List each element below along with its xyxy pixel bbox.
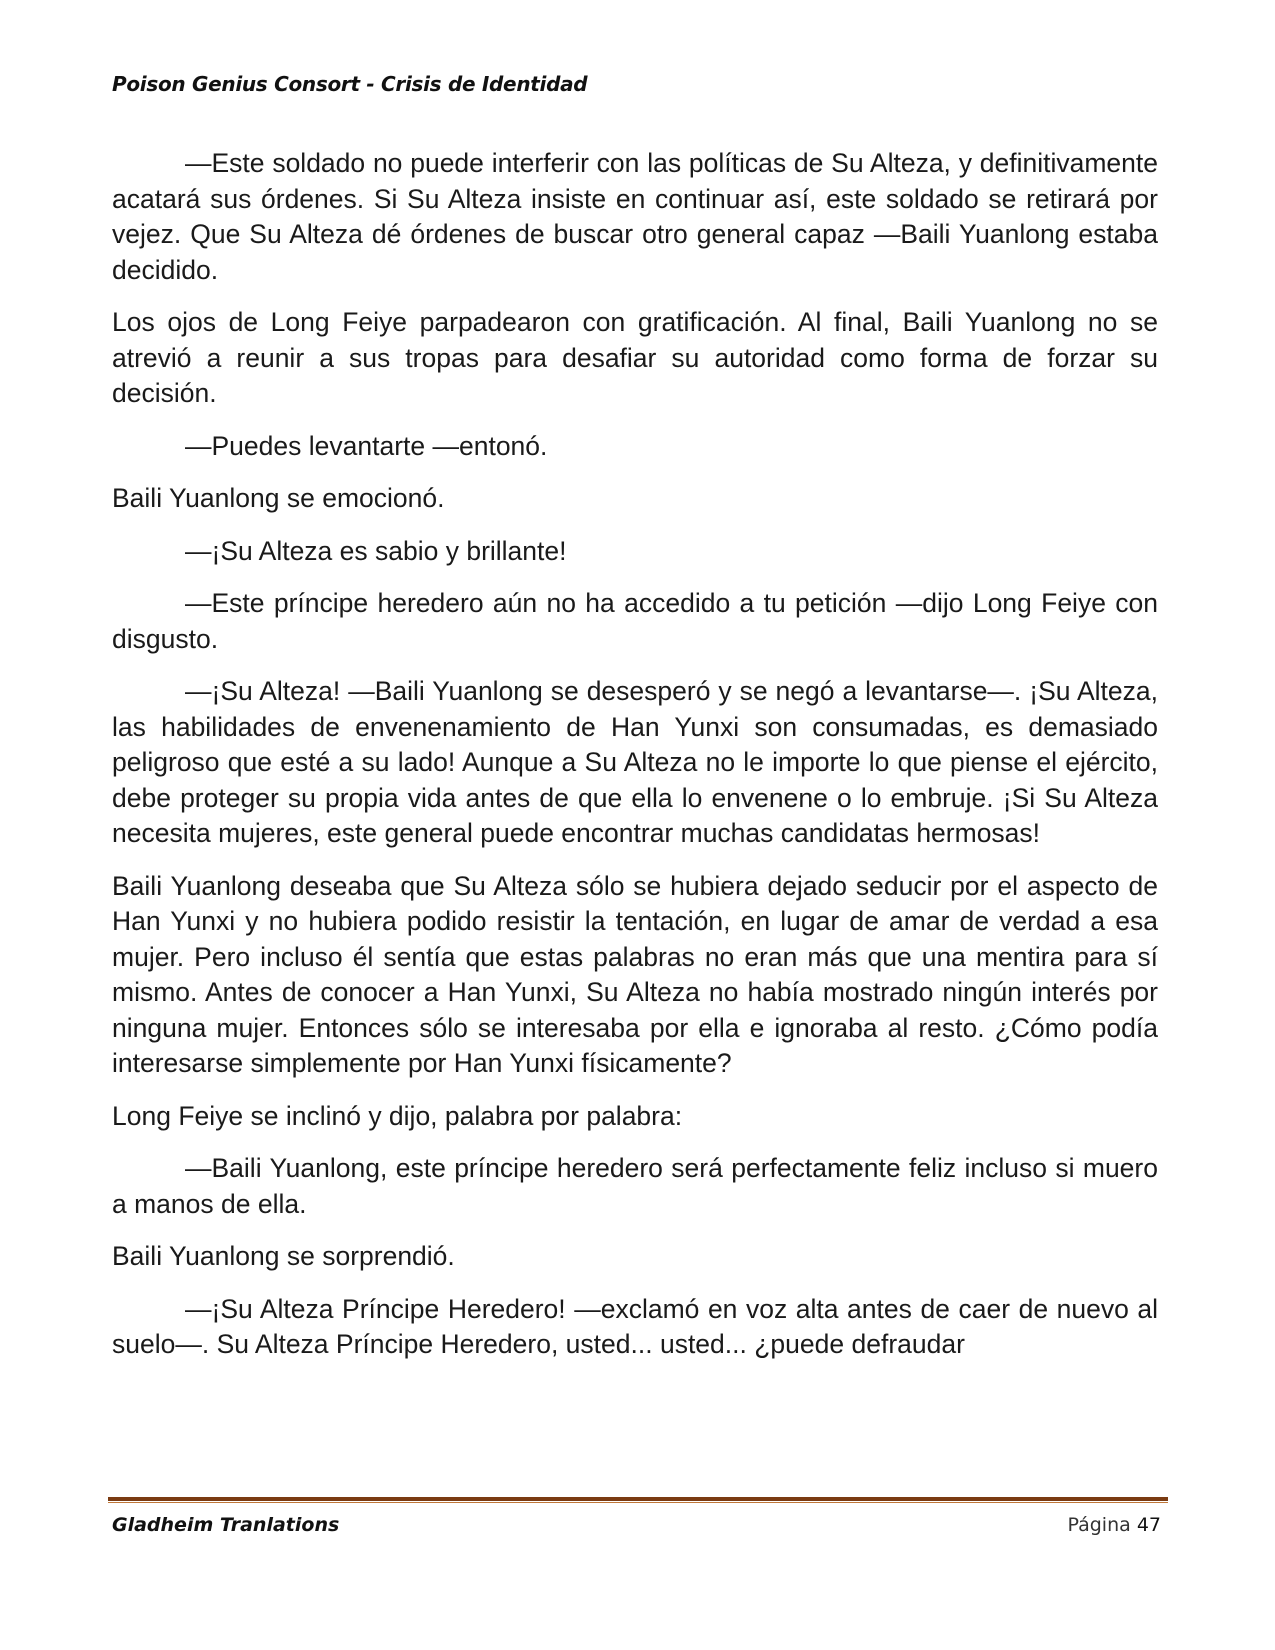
paragraph-dialogue: —¡Su Alteza es sabio y brillante! bbox=[185, 535, 567, 566]
paragraph-dialogue: —Este príncipe heredero aún no ha accedido a tu petición —dijo Long Feiye con disgusto. bbox=[112, 588, 1158, 654]
paragraph-narration: Baili Yuanlong deseaba que Su Alteza sólo se hubiera dejado seducir por el aspecto de Han Yunxi y no hubiera podido resistir la tentación, en lugar de amar de verdad a esa mujer. Pero incluso él sentía que estas palabras no eran más que una mentira para sí mismo. Antes de conocer a Han Yunxi, Su Alteza no había mostrado ningún interés por ninguna mujer. Entonces sólo se interesaba por ella e ignoraba al resto. ¿Cómo podía interesarse simplemente por Han Yunxi físicamente? bbox=[112, 870, 1158, 1078]
paragraph-dialogue: —Baili Yuanlong, este príncipe heredero será perfectamente feliz incluso si muero a manos de ella. bbox=[112, 1153, 1158, 1219]
paragraph-narration: Long Feiye se inclinó y dijo, palabra por palabra: bbox=[112, 1100, 683, 1131]
paragraph-narration: Baili Yuanlong se sorprendió. bbox=[112, 1241, 455, 1271]
footer-translator-credit: Gladheim Tranlations bbox=[112, 1514, 340, 1536]
paragraph-dialogue: —¡Su Alteza! —Baili Yuanlong se desesperó y se negó a levantarse—. ¡Su Alteza, las habilidades de envenenamiento de Han Yunxi son consumadas, es demasiado peligroso que esté a su lado! Aunque a Su Alteza no le importe lo que piense el ejército, debe proteger su propia vida antes de que ella lo envenene o lo embruje. ¡Si Su Alteza necesita mujeres, este general puede encontrar muchas candidatas hermosas! bbox=[112, 676, 1158, 848]
paragraph-narration: Baili Yuanlong se emocionó. bbox=[112, 483, 445, 513]
running-header-title: Poison Genius Consort - Crisis de Identidad bbox=[112, 72, 588, 96]
footer-divider-thin bbox=[108, 1502, 1168, 1503]
paragraph-dialogue: —Puedes levantarte —entonó. bbox=[185, 430, 548, 461]
footer-page-number bbox=[1067, 1514, 1161, 1536]
footer-divider bbox=[108, 1497, 1168, 1503]
footer-divider-thick bbox=[108, 1497, 1168, 1501]
page-body bbox=[112, 146, 1158, 1363]
page-label: Página bbox=[1067, 1514, 1131, 1536]
paragraph-narration: Los ojos de Long Feiye parpadearon con gratificación. Al final, Baili Yuanlong no se atrevió a reunir a sus tropas para desafiar su autoridad como forma de forzar su decisión. bbox=[112, 307, 1158, 408]
page-number-value: 47 bbox=[1136, 1514, 1161, 1536]
paragraph-dialogue: —Este soldado no puede interferir con las políticas de Su Alteza, y definitivamente acatará sus órdenes. Si Su Alteza insiste en continuar así, este soldado se retirará por vejez. Que Su Alteza dé órdenes de buscar otro general capaz —Baili Yuanlong estaba decidido. bbox=[112, 148, 1158, 285]
paragraph-dialogue: —¡Su Alteza Príncipe Heredero! —exclamó en voz alta antes de caer de nuevo al suelo—. Su Alteza Príncipe Heredero, usted... usted... ¿puede defraudar bbox=[112, 1293, 1158, 1359]
